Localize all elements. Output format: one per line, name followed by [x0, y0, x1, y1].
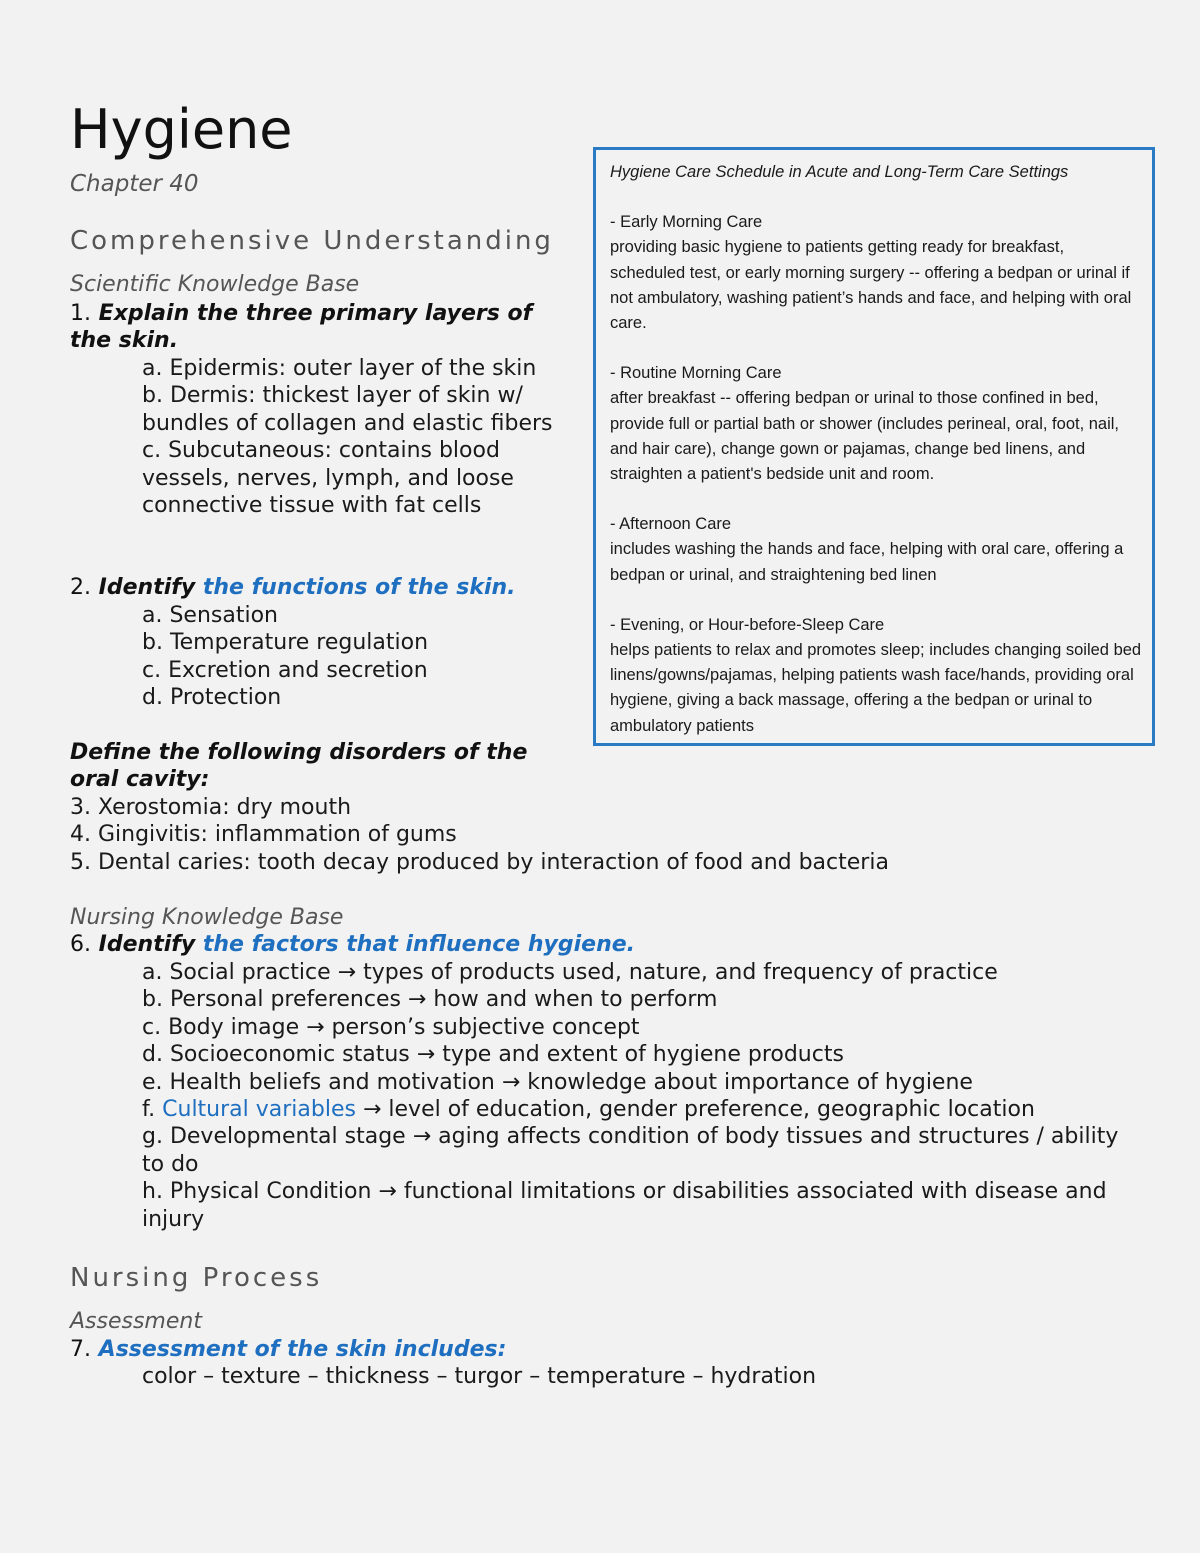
list-item	[142, 1096, 1142, 1123]
list-item: a. Epidermis: outer layer of the skin	[142, 356, 537, 381]
list-item: 4. Gingivitis: inflammation of gums	[70, 822, 457, 848]
hygiene-care-schedule-box	[593, 147, 1155, 746]
care-group-early-morning	[610, 210, 1142, 336]
list-item: e. Health beliefs and motivation → knowledge about importance of hygiene	[142, 1069, 973, 1095]
care-group-evening	[610, 613, 1142, 739]
list-item: c. Subcutaneous: contains blood vessels, nerves, lymph, and loose connective tissue with fat cells	[142, 438, 514, 519]
list-item: 5. Dental caries: tooth decay produced by interaction of food and bacteria	[70, 849, 889, 875]
list-item: b. Personal preferences → how and when to perform	[142, 987, 718, 1013]
subsection-scientific: Scientific Knowledge Base	[70, 272, 360, 297]
question-2-link-text: the functions of the skin.	[202, 575, 516, 600]
oral-cavity-list	[70, 794, 889, 876]
question-6-answers	[142, 959, 1142, 1233]
question-2	[70, 574, 516, 601]
section-heading-nursing-process: Nursing Process	[70, 1263, 323, 1293]
subsection-assessment: Assessment	[70, 1309, 202, 1334]
page-title: Hygiene	[70, 98, 293, 161]
care-group-text: helps patients to relax and promotes sleep; includes changing soiled bed linens/gowns/pajamas, helping patients wash face/hands, providing oral hygiene, giving a back massage, offering a the bedpan or urinal to ambulatory patients	[610, 641, 1142, 735]
list-item: 3. Xerostomia: dry mouth	[70, 795, 352, 820]
question-7-answer: color – texture – thickness – turgor – temperature – hydration	[142, 1364, 817, 1389]
list-item: b. Dermis: thickest layer of skin w/ bundles of collagen and elastic fibers	[142, 383, 553, 436]
list-item: g. Developmental stage → aging affects condition of body tissues and structures / ability to do	[142, 1124, 1119, 1177]
list-item: b. Temperature regulation	[142, 630, 429, 656]
care-group-heading: - Evening, or Hour-before-Sleep Care	[610, 615, 885, 634]
question-7-link-text: Assessment of the skin includes:	[98, 1337, 507, 1362]
care-group-heading: - Early Morning Care	[610, 213, 763, 232]
oral-cavity-heading: Define the following disorders of the oral cavity:	[70, 740, 528, 792]
list-item: d. Protection	[142, 685, 282, 711]
care-group-text: providing basic hygiene to patients getting ready for breakfast, scheduled test, or early morning surgery -- offering a bedpan or urinal if not ambulatory, washing patient’s hands and face, and helping with oral care.	[610, 238, 1132, 333]
question-6	[70, 931, 635, 958]
list-item: a. Social practice → types of products used, nature, and frequency of practice	[142, 960, 998, 985]
question-2-number: 2.	[70, 575, 91, 600]
chapter-label: Chapter 40	[70, 171, 199, 197]
question-1-answers	[142, 355, 582, 519]
list-item: c. Body image → person’s subjective concept	[142, 1014, 640, 1040]
cultural-variables-link-text: Cultural variables	[162, 1097, 356, 1123]
care-group-routine-morning	[610, 361, 1142, 487]
question-6-lead: Identify	[98, 932, 196, 957]
care-group-text: includes washing the hands and face, helping with oral care, offering a bedpan or urinal, and straightening bed linen	[610, 540, 1124, 584]
list-item: d. Socioeconomic status → type and extent of hygiene products	[142, 1042, 844, 1068]
box-title: Hygiene Care Schedule in Acute and Long-Term Care Settings	[610, 163, 1069, 181]
question-1-text: Explain the three primary layers of the skin.	[70, 301, 533, 353]
list-item-rest: → level of education, gender preference, geographic location	[362, 1097, 1035, 1123]
question-7-number: 7.	[70, 1337, 91, 1362]
question-2-lead: Identify	[98, 575, 196, 600]
question-1	[70, 300, 580, 354]
question-2-answers	[142, 602, 428, 712]
subsection-nursing-knowledge: Nursing Knowledge Base	[70, 905, 344, 930]
care-group-text: after breakfast -- offering bedpan or urinal to those confined in bed, provide full or partial bath or shower (includes perineal, oral, foot, nail, and hair care), change gown or pajamas, change bed linens, and straighten a patient's bedside unit and room.	[610, 389, 1120, 484]
question-6-link-text: the factors that influence hygiene.	[202, 932, 636, 957]
care-group-heading: - Afternoon Care	[610, 515, 732, 534]
list-item-prefix: f.	[142, 1097, 156, 1123]
question-6-number: 6.	[70, 932, 91, 957]
section-heading-comprehensive: Comprehensive Understanding	[70, 226, 554, 256]
question-1-number: 1.	[70, 301, 91, 326]
list-item: a. Sensation	[142, 603, 278, 628]
care-group-afternoon	[610, 512, 1142, 588]
question-7	[70, 1336, 506, 1363]
list-item: h. Physical Condition → functional limitations or disabilities associated with disease and injury	[142, 1179, 1107, 1232]
care-group-heading: - Routine Morning Care	[610, 364, 782, 383]
list-item: c. Excretion and secretion	[142, 657, 428, 683]
